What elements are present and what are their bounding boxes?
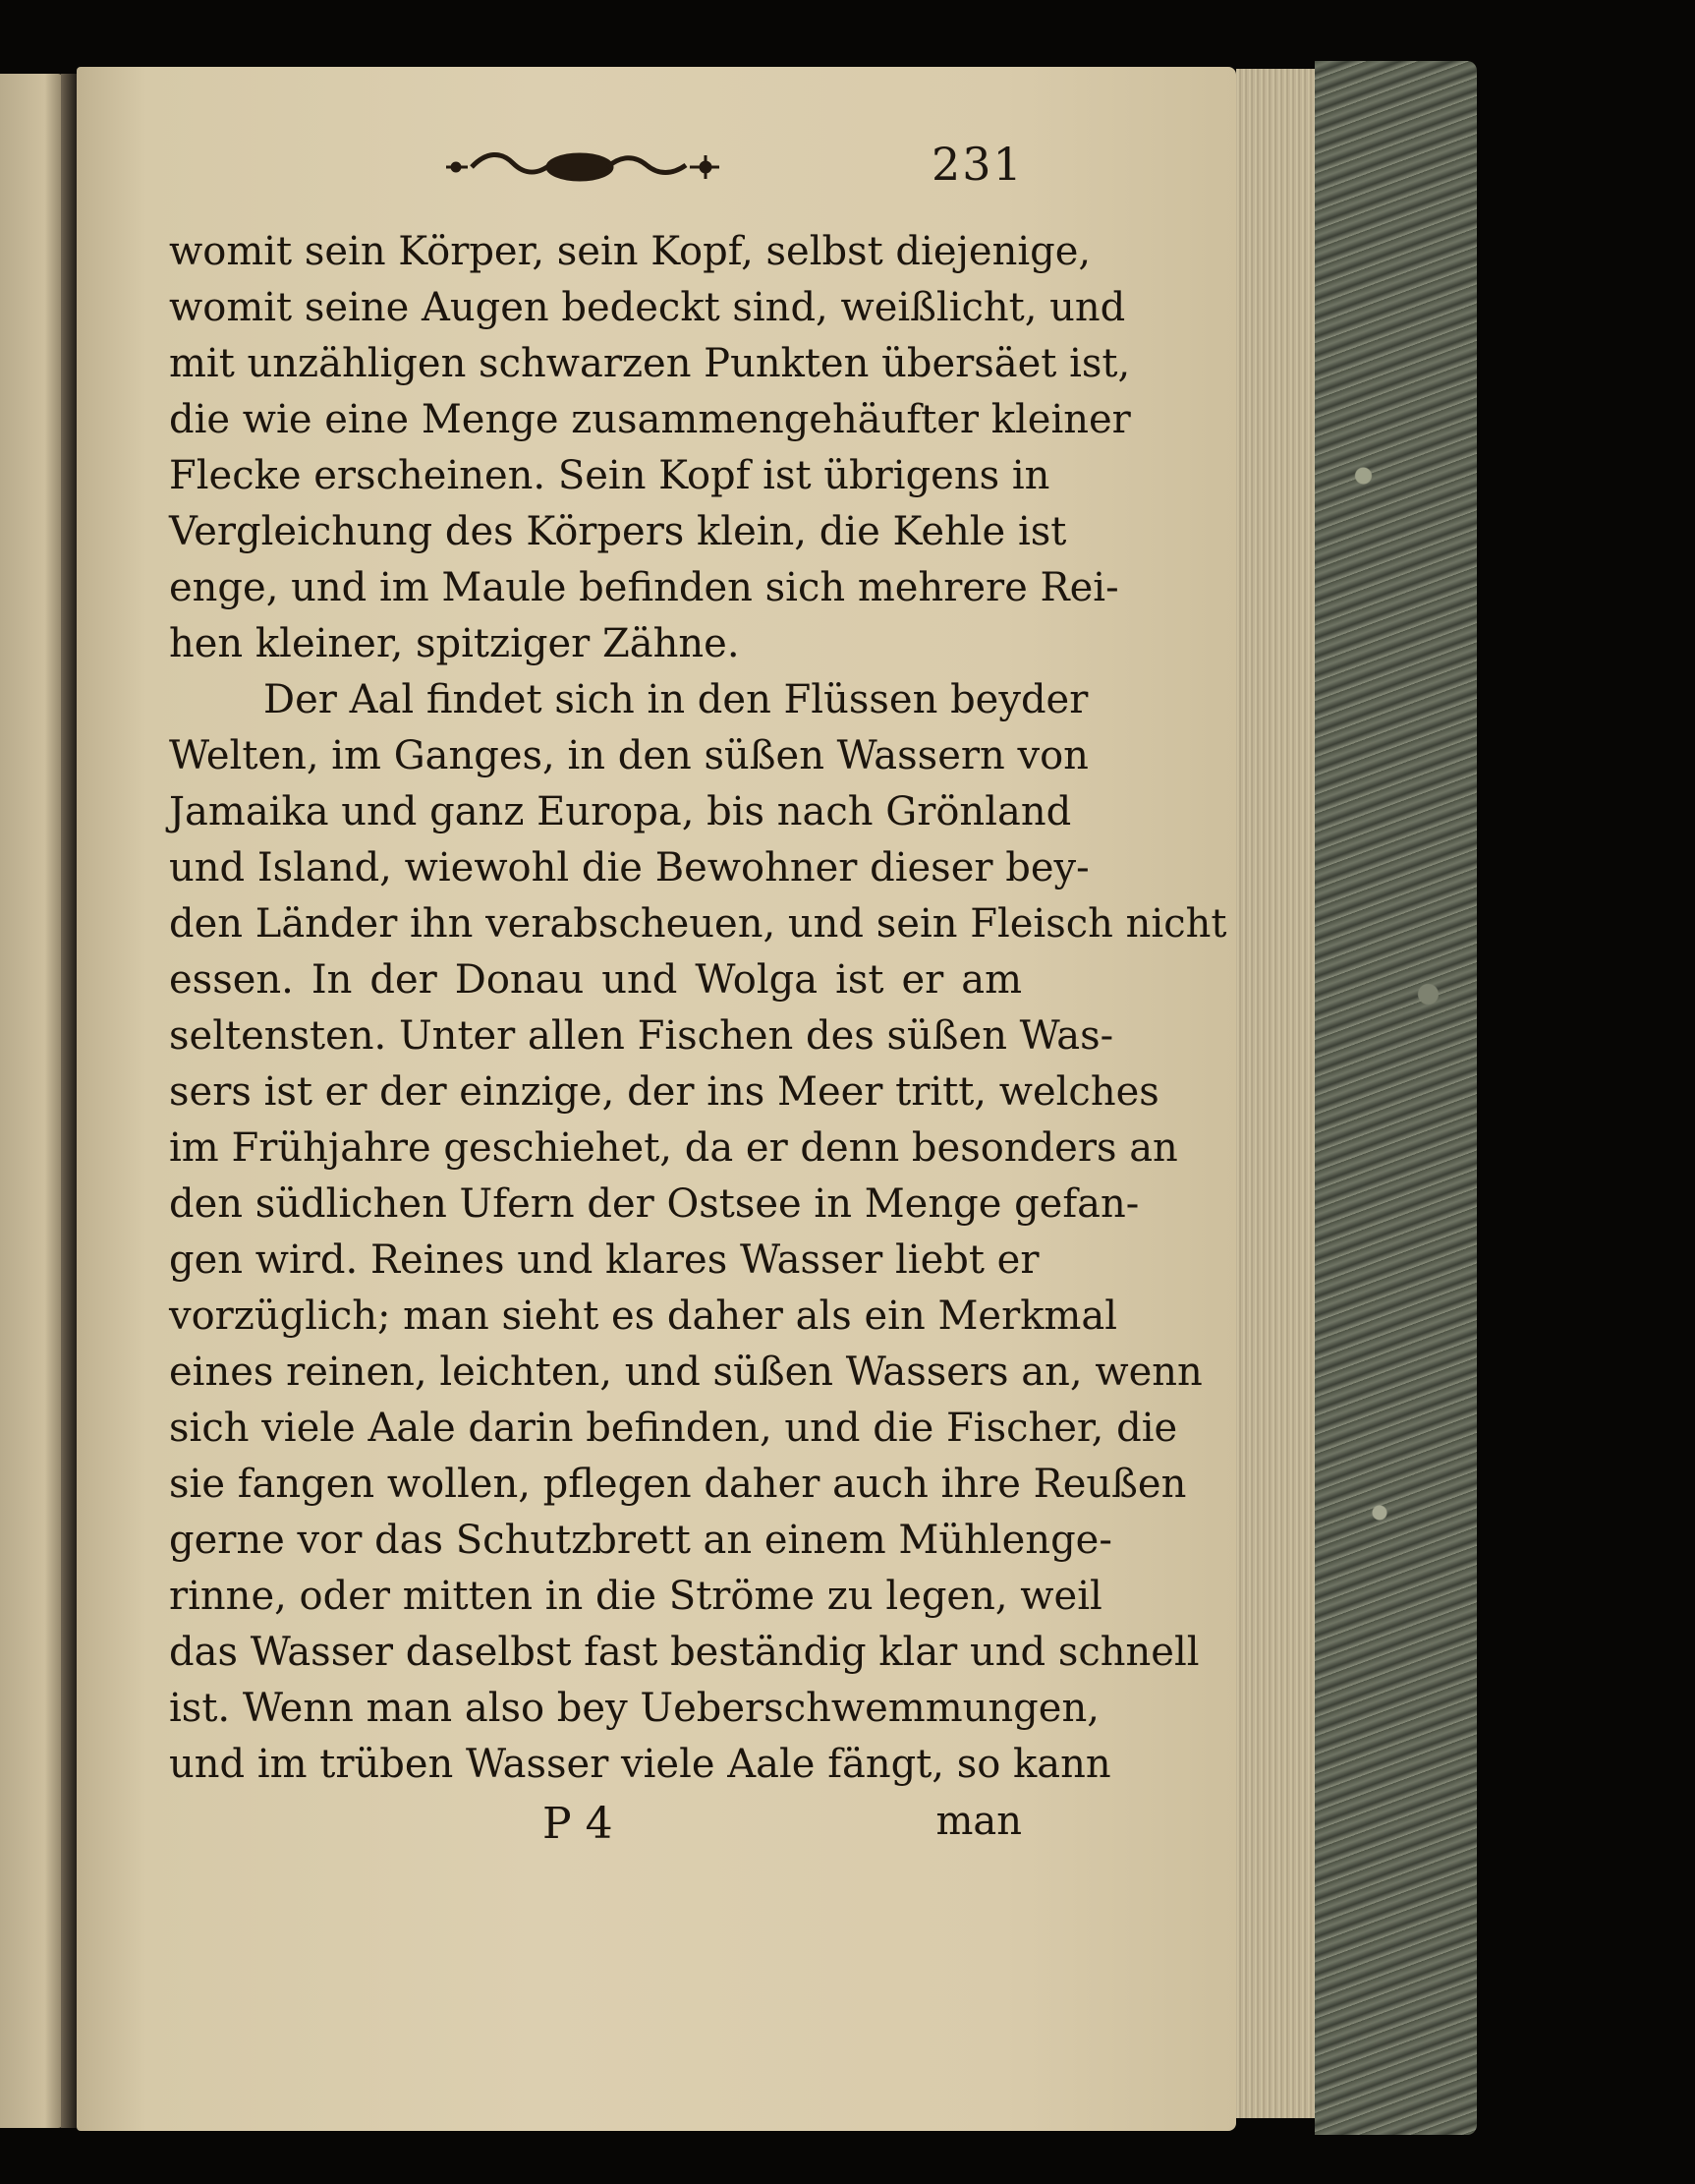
signature-mark: P 4 (542, 1799, 613, 1849)
page-number: 231 (932, 138, 1024, 191)
text-line: und Island, wiewohl die Bewohner dieser bey- (169, 845, 1090, 891)
marbled-cover (1315, 61, 1477, 2135)
text-line: Flecke erscheinen. Sein Kopf ist übrigens in (169, 453, 1050, 498)
text-line: gerne vor das Schutzbrett an einem Mühlenge- (169, 1518, 1112, 1563)
text-line: das Wasser daselbst fast beständig klar und schnell (169, 1630, 1200, 1675)
text-line: hen kleiner, spitziger Zähne. (169, 621, 740, 666)
text-line: eines reinen, leichten, und süßen Wassers an, wenn (169, 1350, 1203, 1395)
page-header (442, 138, 1042, 197)
text-line: sie fangen wollen, pflegen daher auch ihre Reußen (169, 1462, 1187, 1507)
text-line: ist. Wenn man also bey Ueberschwemmungen, (169, 1686, 1100, 1731)
text-line: womit sein Körper, sein Kopf, selbst diejenige, (169, 229, 1092, 274)
text-line: enge, und im Maule befinden sich mehrere Rei- (169, 565, 1119, 610)
text-line: im Frühjahre geschiehet, da er denn besonders an (169, 1125, 1178, 1171)
text-line: seltensten. Unter allen Fischen des süßen Was- (169, 1013, 1114, 1059)
floral-ornament-icon (442, 145, 727, 189)
text-line: den südlichen Ufern der Ostsee in Menge gefan- (169, 1181, 1140, 1227)
left-page-edge (0, 74, 64, 2128)
page-footer (169, 1799, 1022, 1858)
text-line: mit unzähligen schwarzen Punkten übersäet ist, (169, 341, 1131, 386)
text-line: rinne, oder mitten in die Ströme zu legen, weil (169, 1574, 1102, 1619)
text-line: sich viele Aale darin befinden, und die Fischer, die (169, 1406, 1178, 1451)
text-line: gen wird. Reines und klares Wasser liebt er (169, 1237, 1040, 1283)
body-text (169, 224, 1227, 1793)
text-line: Jamaika und ganz Europa, bis nach Grönland (169, 789, 1072, 834)
text-line: Vergleichung des Körpers klein, die Kehle ist (169, 509, 1067, 554)
text-line: die wie eine Menge zusammengehäufter kleiner (169, 397, 1131, 442)
text-line: essen. In der Donau und Wolga ist er am (169, 957, 1022, 1003)
catchword: man (935, 1799, 1022, 1844)
text-line: Welten, im Ganges, in den süßen Wassern von (169, 733, 1089, 778)
page-edges (1236, 69, 1315, 2118)
text-line: den Länder ihn verabscheuen, und sein Fleisch nicht (169, 901, 1227, 947)
text-line: und im trüben Wasser viele Aale fängt, so kann (169, 1742, 1111, 1787)
text-line: sers ist er der einzige, der ins Meer tritt, welches (169, 1069, 1159, 1115)
text-line: vorzüglich; man sieht es daher als ein Merkmal (169, 1293, 1117, 1339)
text-line: Der Aal findet sich in den Flüssen beyder (263, 677, 1089, 722)
text-line: womit seine Augen bedeckt sind, weißlicht, und (169, 285, 1126, 330)
